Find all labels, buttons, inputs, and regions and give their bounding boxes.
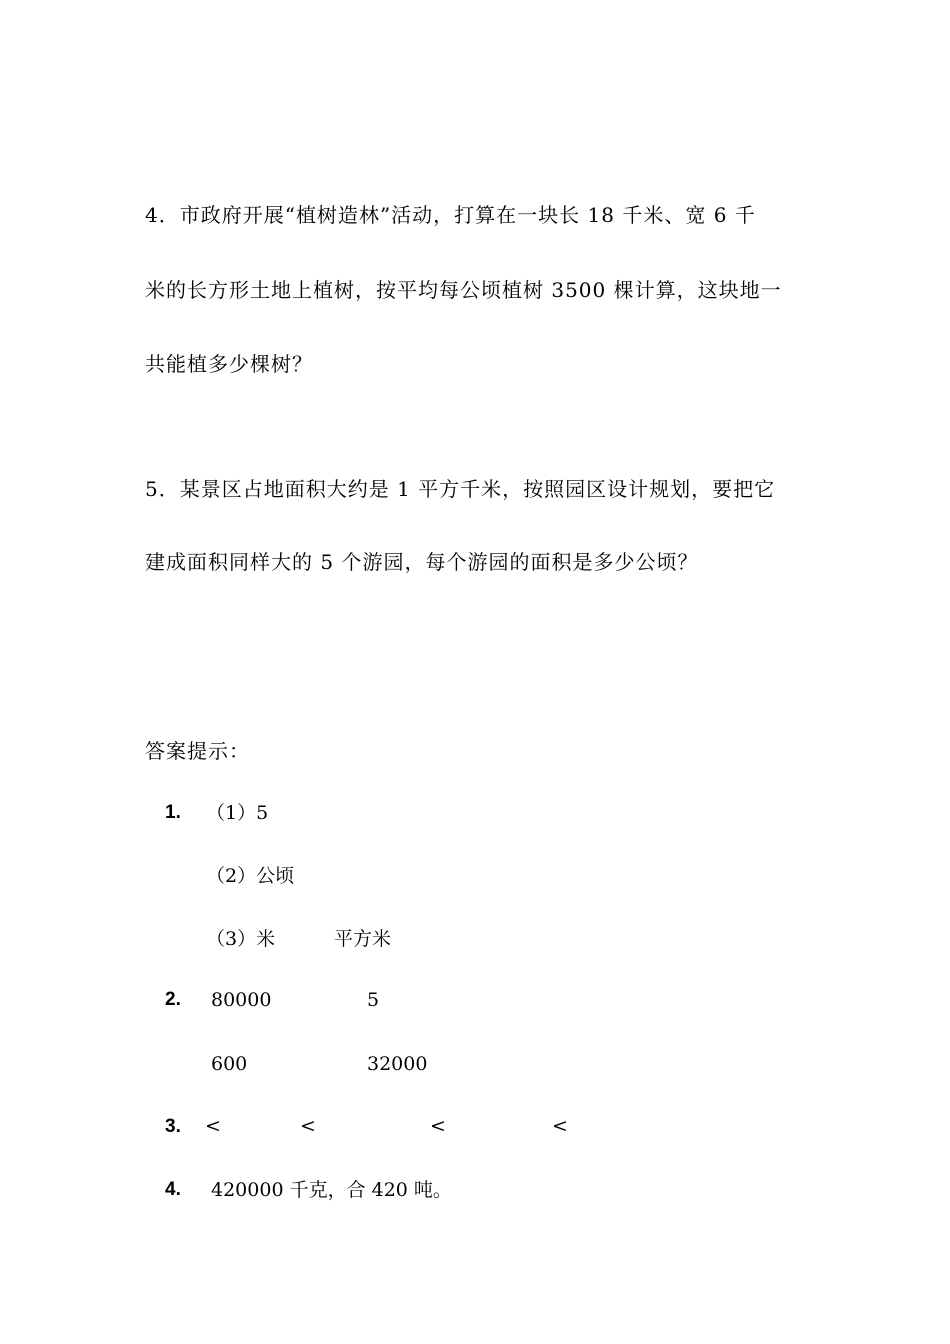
q4-line-2: 米的长方形土地上植树，按平均每公顷植树 3500 棵计算，这块地一 (145, 278, 782, 302)
answer-1-part-3a: （3）米 (206, 928, 276, 950)
q4-line-1: 4．市政府开展“植树造林”活动，打算在一块长 18 千米、宽 6 千 (145, 203, 756, 227)
q4-line-3: 共能植多少棵树？ (145, 352, 313, 376)
answer-3-number: 3. (165, 1116, 181, 1137)
q5-line-2: 建成面积同样大的 5 个游园，每个游园的面积是多少公顷？ (145, 550, 699, 574)
answer-2-row2-a: 600 (211, 1053, 248, 1075)
answer-4-number: 4. (165, 1179, 181, 1200)
answer-3-sign-4: < (552, 1115, 568, 1137)
answer-3-sign-2: < (300, 1115, 316, 1137)
answer-2-row1-a: 80000 (211, 989, 272, 1011)
answer-2-row2-b: 32000 (367, 1053, 428, 1075)
answer-4-text: 420000 千克，合 420 吨。 (211, 1179, 452, 1201)
answer-1-part-3b: 平方米 (334, 928, 392, 950)
answer-1-number: 1. (165, 802, 181, 823)
q5-line-1: 5．某景区占地面积大约是 1 平方千米，按照园区设计规划，要把它 (145, 477, 776, 501)
answer-1-part-1: （1）5 (206, 802, 269, 824)
answer-2-row1-b: 5 (367, 989, 380, 1011)
answer-1-part-2: （2）公顷 (206, 865, 295, 887)
answer-3-sign-3: < (430, 1115, 446, 1137)
answer-heading: 答案提示： (145, 739, 250, 763)
answer-3-sign-1: < (205, 1115, 221, 1137)
answer-2-number: 2. (165, 989, 181, 1010)
